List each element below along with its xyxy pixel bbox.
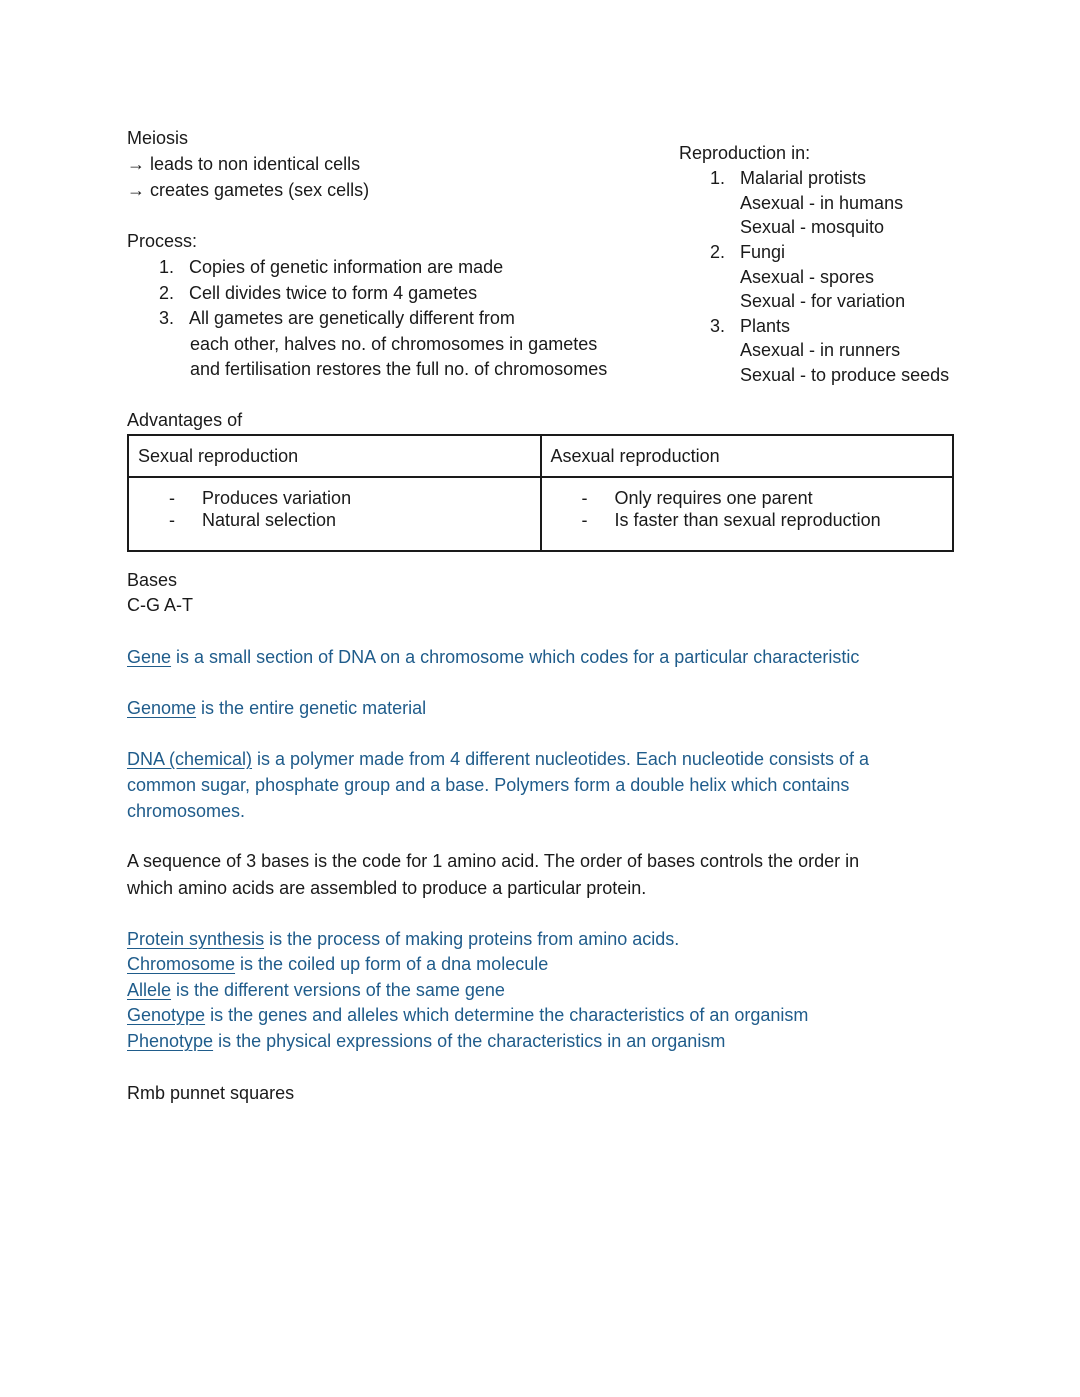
process-step (159, 255, 503, 280)
allele-term-link[interactable]: Allele (127, 980, 172, 1000)
dash-bullet: - (169, 510, 175, 530)
gene-definition (127, 645, 859, 670)
dna-definition-line: common sugar, phosphate group and a base. Polymers form a double helix which contains (127, 775, 850, 795)
item-number: 3. (710, 316, 726, 336)
meiosis-point: → creates gametes (sex cells) (127, 180, 370, 200)
chromosome-definition (127, 952, 548, 977)
reminder-note: Rmb punnet squares (127, 1083, 295, 1103)
genome-term-link[interactable]: Genome (127, 698, 197, 718)
list-item (138, 487, 531, 509)
phenotype-definition (127, 1029, 725, 1054)
dna-definition-line: chromosomes. (127, 801, 246, 821)
sequence-paragraph-line: which amino acids are assembled to produce a particular protein. (127, 878, 647, 898)
chromosome-term-link[interactable]: Chromosome (127, 954, 236, 974)
list-item (551, 509, 944, 531)
step-number: 2. (159, 283, 175, 303)
sexual-advantages-cell (128, 477, 541, 551)
sequence-paragraph-line: A sequence of 3 bases is the code for 1 amino acid. The order of bases controls the order in (127, 851, 860, 871)
process-step (159, 281, 477, 306)
asexual-mode: Asexual - spores (740, 267, 875, 287)
definition-text: is the coiled up form of a dna molecule (235, 954, 549, 974)
dash-bullet: - (581, 488, 588, 508)
advantages-table (127, 434, 954, 552)
asexual-mode: Asexual - in runners (740, 340, 901, 360)
dna-definition (127, 747, 869, 772)
dash-bullet: - (581, 510, 588, 530)
reproduction-item (710, 314, 790, 339)
asexual-advantages-cell (541, 477, 954, 551)
reproduction-heading: Reproduction in: (679, 143, 811, 163)
genotype-term-link[interactable]: Genotype (127, 1005, 206, 1025)
meiosis-point: → leads to non identical cells (127, 154, 361, 174)
process-step (159, 306, 515, 331)
meiosis-heading: Meiosis (127, 128, 189, 148)
protein-synthesis-term-link[interactable]: Protein synthesis (127, 929, 265, 949)
process-heading: Process: (127, 231, 198, 251)
advantage-text: Is faster than sexual reproduction (614, 510, 881, 530)
organism-name: Plants (740, 316, 791, 336)
asexual-mode: Asexual - in humans (740, 193, 904, 213)
definition-text: is the genes and alleles which determine the characteristics of an organism (205, 1005, 809, 1025)
dash-bullet: - (169, 488, 175, 508)
step-text-continued: and fertilisation restores the full no. of chromosomes (190, 359, 608, 379)
dna-term-link[interactable]: DNA (chemical) (127, 749, 253, 769)
list-item (138, 509, 531, 531)
step-text: Copies of genetic information are made (189, 257, 504, 277)
advantage-text: Produces variation (202, 488, 352, 508)
sexual-mode: Sexual - for variation (740, 291, 906, 311)
definition-text: is a small section of DNA on a chromosome which codes for a particular characteristic (171, 647, 860, 667)
reproduction-item (710, 240, 785, 265)
definition-text: is a polymer made from 4 different nucleotides. Each nucleotide consists of a (252, 749, 870, 769)
bases-pairs: C-G A-T (127, 595, 193, 615)
step-number: 3. (159, 308, 175, 328)
advantage-text: Natural selection (202, 510, 337, 530)
genome-definition (127, 696, 426, 721)
item-number: 2. (710, 242, 726, 262)
genotype-definition (127, 1003, 808, 1028)
step-text-continued: each other, halves no. of chromosomes in gametes (190, 334, 598, 354)
advantages-heading: Advantages of (127, 410, 243, 430)
allele-definition (127, 978, 505, 1003)
step-number: 1. (159, 257, 175, 277)
gene-term-link[interactable]: Gene (127, 647, 172, 667)
sexual-mode: Sexual - to produce seeds (740, 365, 950, 385)
list-item (551, 487, 944, 509)
organism-name: Malarial protists (740, 168, 867, 188)
asexual-header: Asexual reproduction (541, 435, 954, 477)
step-text: All gametes are genetically different from (189, 308, 515, 328)
protein-synthesis-definition (127, 927, 679, 952)
sexual-header: Sexual reproduction (128, 435, 541, 477)
advantage-text: Only requires one parent (614, 488, 813, 508)
sexual-mode: Sexual - mosquito (740, 217, 885, 237)
reproduction-item (710, 166, 866, 191)
definition-text: is the different versions of the same gene (171, 980, 505, 1000)
step-text: Cell divides twice to form 4 gametes (189, 283, 478, 303)
definition-text: is the entire genetic material (196, 698, 427, 718)
definition-text: is the physical expressions of the characteristics in an organism (213, 1031, 726, 1051)
phenotype-term-link[interactable]: Phenotype (127, 1031, 214, 1051)
organism-name: Fungi (740, 242, 786, 262)
definition-text: is the process of making proteins from amino acids. (264, 929, 680, 949)
item-number: 1. (710, 168, 726, 188)
bases-heading: Bases (127, 570, 178, 590)
